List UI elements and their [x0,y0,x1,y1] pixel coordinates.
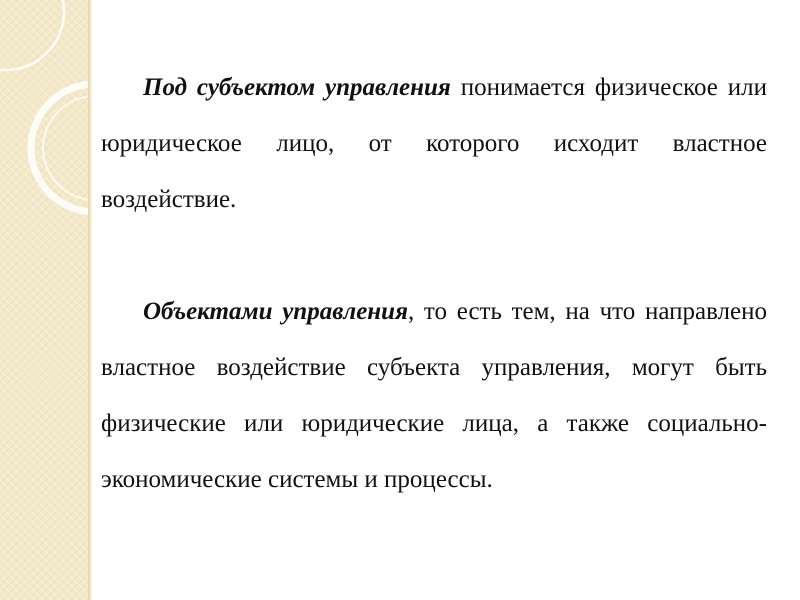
definition-objects-text: , то есть тем, на что направлено властное воздействие субъекта управления, могут быть физические или юридические лица, а также социально-экономические системы и процессы. [101,298,767,493]
paragraph-object-definition [101,284,767,508]
decorative-ring-middle-inner [43,96,88,200]
panel-divider [88,0,92,600]
slide-content [101,60,767,508]
term-subject: Под субъектом управления [143,74,451,101]
decorative-ring-middle [31,84,88,212]
definition-subject-text: понимается физическое или юридическое лицо, от которого исходит властное воздействие. [101,74,767,213]
decorative-ring-top [0,0,64,70]
decorative-rings [0,0,88,600]
paragraph-subject-definition [101,60,767,228]
term-objects: Объектами управления [143,298,408,325]
decorative-side-panel [0,0,88,600]
